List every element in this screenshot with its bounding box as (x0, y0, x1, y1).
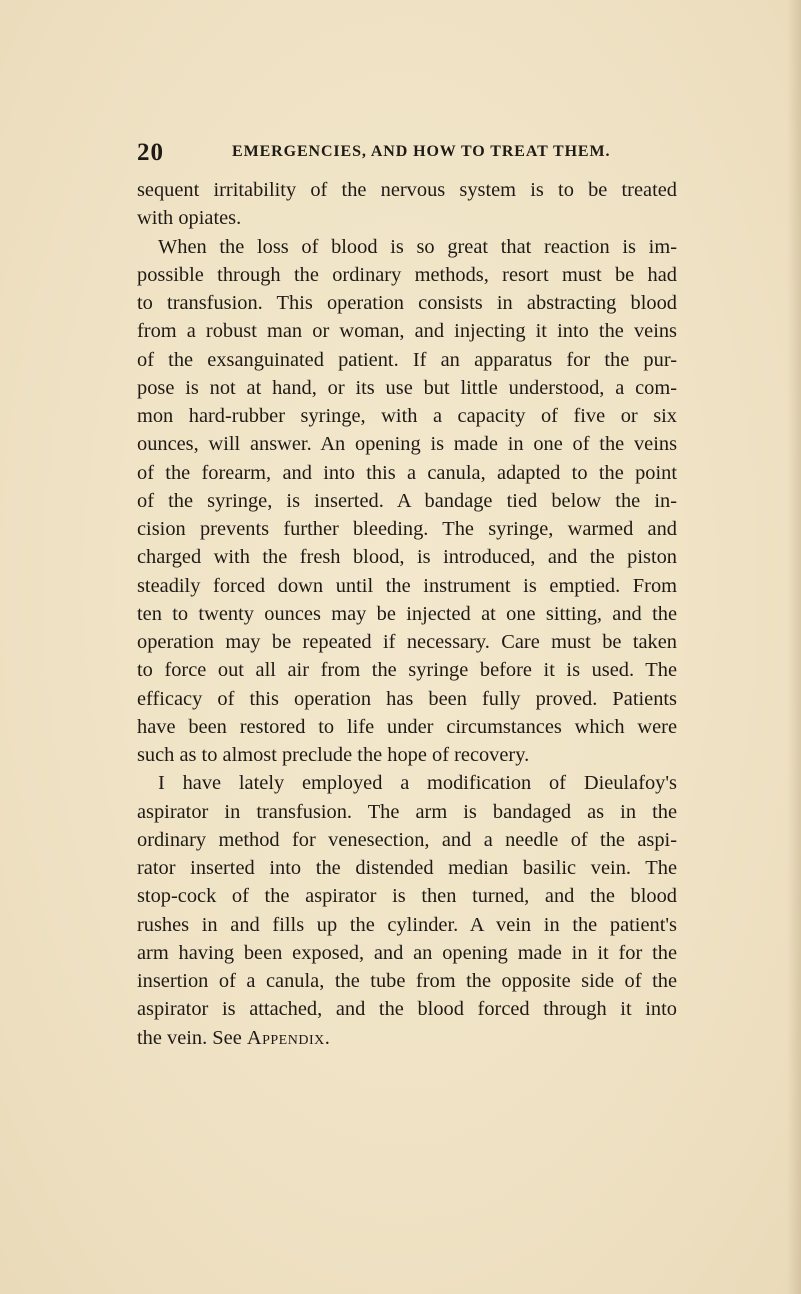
body-text (137, 176, 677, 1052)
text-line: possible through the ordinary methods, resort must be had (137, 263, 677, 286)
text-line: with opiates. (137, 207, 242, 230)
appendix-reference: Appendix. (246, 1026, 331, 1049)
text-line: of the exsanguinated patient. If an apparatus for the pur- (137, 348, 677, 371)
text-line: ordinary method for venesection, and a needle of the aspi- (137, 828, 677, 851)
text-line: operation may be repeated if necessary. Care must be taken (137, 631, 677, 653)
text-line: ounces, will answer. An opening is made in one of the veins (137, 433, 677, 456)
text-line: efficacy of this operation has been fully proved. Patients (137, 687, 677, 710)
paragraph-start-line: When the loss of blood is so great that reaction is im- (158, 235, 677, 258)
text-line: stop-cock of the aspirator is then turned, and the blood (137, 885, 677, 908)
text-line: to transfusion. This operation consists in abstracting blood (137, 292, 677, 314)
text-line: pose is not at hand, or its use but little understood, a com- (137, 376, 677, 399)
page-header (137, 137, 677, 167)
text-line: of the forearm, and into this a canula, adapted to the point (137, 461, 677, 484)
text-line: mon hard-rubber syringe, with a capacity of five or six (137, 405, 677, 427)
text-line: cision prevents further bleeding. The syringe, warmed and (137, 518, 677, 540)
text-line: rator inserted into the distended median basilic vein. The (137, 857, 677, 879)
page-edge-shadow (787, 0, 801, 1294)
text-line: to force out all air from the syringe before it is used. The (137, 659, 677, 682)
paragraph-start-line: I have lately employed a modification of Dieulafoy's (158, 772, 677, 795)
text-line: charged with the fresh blood, is introduced, and the piston (137, 546, 677, 569)
text-line: sequent irritability of the nervous system is to be treated (137, 179, 677, 201)
text-line: have been restored to life under circumstances which were (137, 715, 677, 738)
final-line (137, 1024, 677, 1052)
text-line: ten to twenty ounces may be injected at one sitting, and the (137, 602, 677, 625)
page-number: 20 (137, 139, 164, 166)
running-head: EMERGENCIES, AND HOW TO TREAT THEM. (232, 143, 611, 160)
text-line: insertion of a canula, the tube from the opposite side of the (137, 970, 677, 992)
text-line: of the syringe, is inserted. A bandage tied below the in- (137, 489, 677, 512)
text-line: such as to almost preclude the hope of recovery. (137, 744, 530, 766)
text-line: rushes in and fills up the cylinder. A vein in the patient's (137, 913, 677, 936)
final-line-text: the vein. See (137, 1026, 242, 1049)
text-line: aspirator is attached, and the blood forced through it into (137, 998, 677, 1021)
text-line: aspirator in transfusion. The arm is bandaged as in the (137, 800, 677, 823)
text-line: from a robust man or woman, and injecting it into the veins (137, 320, 677, 343)
text-line: steadily forced down until the instrument is emptied. From (137, 574, 677, 597)
text-line: arm having been exposed, and an opening made in it for the (137, 941, 677, 964)
